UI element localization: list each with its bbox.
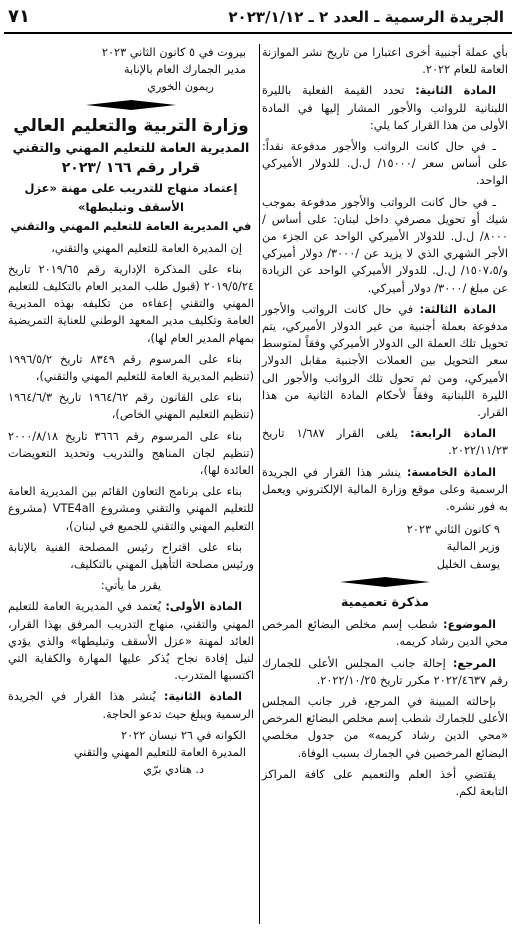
signature-name: ريمون الخوري bbox=[147, 80, 214, 94]
signature-title: المديرة العامة للتعليم المهني والتقني bbox=[73, 746, 246, 760]
decides-line: يقرر ما يأتي: bbox=[100, 579, 162, 593]
article-5 bbox=[262, 464, 508, 516]
article-1 bbox=[8, 598, 254, 684]
column-divider bbox=[259, 44, 260, 924]
paragraph: بناء على القانون رقم ١٩٦٤/٦٢ تاريخ ١٩٦٤/٦/٣ (تنظيم التعليم المهني الخاص)، bbox=[8, 391, 254, 422]
signature-name: د. هنادي برّي bbox=[143, 763, 204, 777]
article-label: المادة الرابعة: bbox=[410, 427, 496, 441]
decision-subject: إعتماد منهاج للتدريب على مهنة «عزل الأسقف وتبليطها» bbox=[24, 180, 238, 214]
directorate-heading: المديرية العامة للتعليم المهني والتقني bbox=[12, 139, 250, 155]
article-text: في حال كانت الرواتب والأجور مدفوعة بعملة أجنبية من غير الدولار الأميركي، يتم تحويل تلك العملة الى الدولار الأميركي وفقاً لمتوسط سعر التحويل بين العملات الأجنبية مقابل الدولار الأميركي، ومن ثم تحول تلك الرواتب والأجور الى الليرة اللبنانية وفقاً لأحكام المادة الثانية من هذا القرار. bbox=[262, 302, 508, 420]
signature-title: مدير الجمارك العام بالإنابة bbox=[123, 63, 246, 77]
signature-date: ٩ كانون الثاني ٢٠٢٣ bbox=[406, 523, 500, 537]
page-number: ٧١ bbox=[8, 6, 30, 27]
paragraph: بناء على برنامج التعاون القائم بين المديرية العامة للتعليم المهني والتقني ومشروع VTE4all (مشروع التعليم المهني والتقني للجميع في لبنان)، bbox=[8, 485, 255, 533]
article-text: يُعتمد في المديرية العامة للتعليم المهني والتقني، منهاج التدريب المرفق بهذا القرار، العائد لمهنة «عزل الأسقف وتبليطها» والذي يؤدي لنيل إفادة نجاح يُذكر عليها المهارة والكفاية التي اكتسبها المتدرب. bbox=[8, 600, 254, 683]
signature-name: يوسف الخليل bbox=[436, 557, 500, 571]
ornament-divider bbox=[340, 577, 430, 587]
article-label: المادة الثالثة: bbox=[419, 302, 496, 316]
page-header bbox=[0, 0, 516, 36]
right-column bbox=[262, 44, 508, 804]
ministry-heading: وزارة التربية والتعليم العالي bbox=[13, 115, 249, 136]
signature-date: بيروت في ٥ كانون الثاني ٢٠٢٣ bbox=[101, 46, 246, 59]
gazette-header-title: الجريدة الرسمية ـ العدد ٢ ـ ٢٠٢٣/١/١٢ bbox=[228, 8, 504, 26]
article-text: تحدد القيمة الفعلية بالليرة اللبنانية للرواتب والأجور المشار إليها في المادة الأولى من هذا القرار كما يلي: bbox=[262, 84, 508, 132]
paragraph: إن المديرة العامة للتعليم المهني والتقني، bbox=[51, 241, 242, 255]
article-text: يُنشر هذا القرار في الجريدة الرسمية ويبلغ حيث تدعو الحاجة. bbox=[8, 690, 254, 721]
signature-date: الكوانه في ٢٦ نيسان ٢٠٢٢ bbox=[121, 728, 246, 742]
article-3 bbox=[262, 301, 508, 421]
paragraph: بأي عملة أجنبية أخرى اعتبارا من تاريخ نشر الموازنة العامة للعام ٢٠٢٢. bbox=[262, 46, 508, 77]
article-label: المادة الأولى: bbox=[165, 600, 242, 614]
memo-title: مذكرة تعميمية bbox=[340, 593, 430, 609]
article-label: المادة الثانية: bbox=[163, 690, 242, 704]
subject-label: الموضوع: bbox=[442, 618, 496, 632]
paragraph: بناء على المذكرة الإدارية رقم ٢٠١٩/٦٥ تاريخ ٢٠١٩/٥/٢٤ (قبول طلب المدير العام بالتكليف للتعليم المهني والتقني إعفاءه من تكليفه بهذه المديرية العامة وتكليف مدير المعهد الوطني للعناية التمريضية بمهام المدير العام لها)، bbox=[8, 262, 254, 345]
paragraph: يقتضي أخذ العلم والتعميم على كافة المراكز التابعة لكم. bbox=[262, 767, 508, 798]
paragraph: بناء على المرسوم رقم ٨٣٤٩ تاريخ ١٩٩٦/٥/٢ (تنظيم المديرية العامة للتعليم المهني والتقني)، bbox=[8, 352, 254, 384]
paragraph: بإحالته المبينة في المرجع، قرر جانب المجلس الأعلى للجمارك شطب إسم مخلص البضائع المرخص «محي الدين رشاد كريمه» من جدول مخلصي البضائع المرخصين في الجمارك بسبب الوفاة. bbox=[262, 694, 508, 760]
article-2 bbox=[262, 82, 508, 134]
paragraph: بناء على اقتراح رئيس المصلحة الفنية بالإنابة ورئيس مصلحة التأهيل المهني بالتكليف، bbox=[8, 540, 254, 572]
article-label: المادة الخامسة: bbox=[406, 465, 496, 479]
decision-number: قرار رقم ١٦٦ /٢٠٢٣ bbox=[61, 159, 201, 176]
article-label: المادة الثانية: bbox=[415, 84, 496, 98]
paragraph: ـ في حال كانت الرواتب والأجور مدفوعة بموجب شيك أو تحويل مصرفي داخل لبنان: على أساس /٨٠٠٠/ ل.ل. للدولار الأميركي الواحد عن الجزء من الأجر الشهري الذي لا يزيد عن /٣٠٠٠/ دولار أميركي و/١٥٠٧،٥/ ل.ل. للدولار الأميركي الواحد عن الزيادة عن مبلغ /٣٠٠٠/ دولار أميركي. bbox=[262, 195, 508, 295]
article-4 bbox=[262, 425, 508, 459]
article-text: يلغى القرار ١/٦٨٧ تاريخ ٢٠٢٢/١١/٢٣. bbox=[262, 427, 508, 458]
reference-label: المرجع: bbox=[452, 656, 496, 670]
article-2 bbox=[8, 688, 254, 722]
paragraph: ـ في حال كانت الرواتب والأجور مدفوعة نقداً: على أساس سعر /١٥٠٠٠/ ل.ل. للدولار الأميركي الواحد. bbox=[262, 140, 508, 188]
memo-subject bbox=[262, 616, 508, 650]
signature-title: وزير المالية bbox=[446, 540, 500, 554]
left-column bbox=[8, 44, 254, 779]
decision-place: في المديرية العامة للتعليم المهني والتقني bbox=[10, 218, 252, 233]
subject-text: شطب إسم مخلص البضائع المرخص محي الدين رشاد كريمه. bbox=[262, 618, 508, 649]
article-text: ينشر هذا القرار في الجريدة الرسمية وعلى موقع وزارة المالية الإلكتروني ويعمل به فور نشره. bbox=[262, 465, 508, 514]
memo-reference bbox=[262, 655, 508, 689]
reference-text: إحالة جانب المجلس الأعلى للجمارك رقم ٢٠٢٢/٤٦٣٧ مكرر تاريخ ٢٠٢٢/١٠/٢٥. bbox=[262, 656, 508, 687]
ornament-divider bbox=[86, 100, 176, 110]
paragraph: بناء على المرسوم رقم ٣٦٦٦ تاريخ ٢٠٠٠/٨/١٨ (تنظيم لجان المناهج والتدريب وتحديد التعويضات العائدة لها)، bbox=[8, 429, 254, 478]
header-rule bbox=[4, 32, 512, 34]
